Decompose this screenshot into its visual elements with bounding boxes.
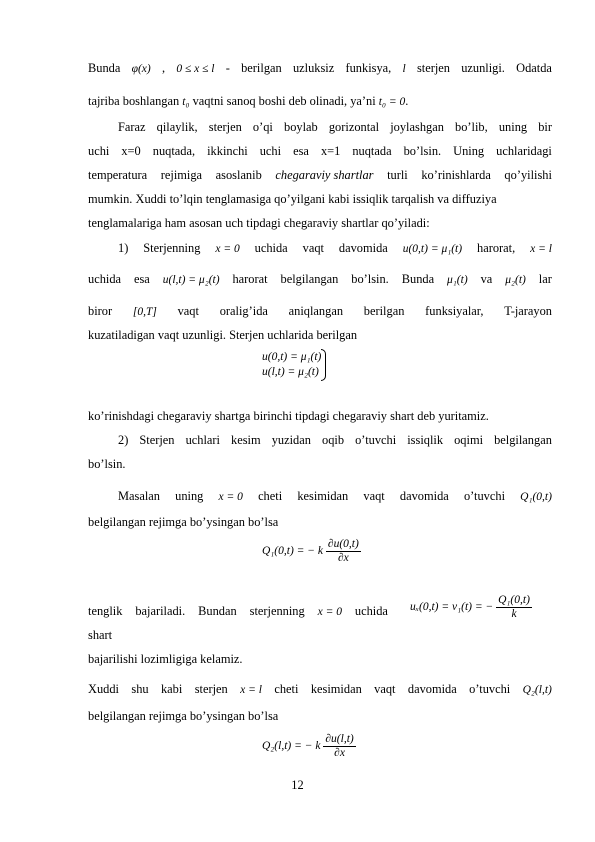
paragraph-line	[88, 681, 552, 698]
text: Sterjenning	[143, 241, 201, 255]
text: uchida	[88, 272, 122, 286]
text: uchida	[254, 241, 288, 255]
text: sterjen	[416, 61, 450, 75]
text: Odatda	[516, 61, 552, 75]
heat-flux-equation	[262, 538, 361, 565]
text: cheti	[274, 682, 299, 696]
text: ikkinchi	[207, 144, 248, 158]
text: nuqtada,	[152, 144, 196, 158]
text: tenglik	[88, 604, 123, 618]
text: rejimiga	[160, 168, 203, 182]
text: uzunligi.	[461, 61, 505, 75]
text: tajriba boshlangan	[88, 94, 180, 108]
formula: x = 0	[215, 243, 240, 255]
text: bajariladi.	[135, 604, 186, 618]
formula: φ(x)	[131, 63, 151, 75]
text: uning	[498, 120, 528, 134]
paragraph-line: mumkin. Xuddi to’lqin tenglamasiga qo’yilgani kabi issiqlik tarqalish va diffuziya	[88, 192, 497, 206]
text: uchlaridagi	[496, 144, 552, 158]
list-number: 1)	[118, 241, 129, 255]
formula: u(l,t) = μ₂(t)	[162, 274, 220, 286]
paragraph-line	[118, 432, 552, 448]
text: ,	[161, 61, 166, 75]
text: oqib	[322, 433, 345, 447]
text: T-jarayon	[504, 304, 552, 318]
boundary-flux-condition	[410, 594, 532, 621]
fraction: $\frac{\partial u(l,t)}{\partial x}$	[325, 733, 354, 759]
formula: x = l	[240, 684, 262, 696]
text: joylashgan	[390, 120, 444, 134]
text: kabi	[160, 682, 183, 696]
text: berilgan	[241, 61, 282, 75]
text: aniqlangan	[288, 304, 344, 318]
text: o’qi	[252, 120, 273, 134]
text: vaqtni sanoq boshi deb olinadi, ya’ni	[192, 94, 376, 108]
paragraph-line	[118, 119, 552, 135]
boundary-condition-system	[262, 349, 326, 381]
paragraph-line	[88, 167, 552, 183]
formula: t₀ = 0	[378, 96, 406, 108]
text: Bunda	[401, 272, 435, 286]
text: bo’lib,	[455, 120, 488, 134]
formula: 0 ≤ x ≤ l	[176, 63, 215, 75]
formula: x = 0	[218, 491, 243, 503]
paragraph-line	[118, 240, 552, 257]
text: nuqtada	[352, 144, 392, 158]
paragraph-line: kuzatiladigan vaqt uzunligi. Sterjen uchlarida berilgan	[88, 328, 358, 342]
text: oralig’ida	[219, 304, 268, 318]
text: esa	[133, 272, 150, 286]
formula: Q₂(l,t)	[522, 684, 552, 696]
text: boylab	[284, 120, 318, 134]
text: yuzidan	[271, 433, 311, 447]
list-number: 2)	[118, 433, 129, 447]
formula: Q₂(l,t) = − k	[262, 740, 321, 753]
text: issiqlik	[407, 433, 444, 447]
paragraph-line	[88, 603, 388, 620]
paragraph-line: bajarilishi lozimligiga kelamiz.	[88, 652, 243, 666]
text: kesim	[231, 433, 261, 447]
text: sterjen	[208, 120, 242, 134]
text: o’tuvchi	[355, 433, 397, 447]
text: davomida	[407, 682, 457, 696]
paragraph-line: bo’lsin.	[88, 457, 126, 471]
text: davomida	[399, 489, 449, 503]
text: funksiyalar,	[425, 304, 484, 318]
text: uchi	[88, 144, 110, 158]
text: uzluksiz	[292, 61, 335, 75]
text: gorizontal	[328, 120, 380, 134]
text: qilaylik,	[156, 120, 198, 134]
paragraph-line	[88, 143, 552, 159]
text: Bundan	[198, 604, 237, 618]
paragraph-line: shart	[88, 628, 113, 642]
formula: u(0,t) = μ₁(t)	[262, 351, 322, 363]
text: x=0	[121, 144, 141, 158]
formula: t₀	[182, 96, 190, 108]
text: uning	[175, 489, 204, 503]
heat-flux-equation	[262, 733, 356, 760]
formula: uₓ(0,t) = ν₁(t) = −	[410, 601, 494, 614]
formula: μ₂(t)	[505, 274, 526, 286]
paragraph-line: ko’rinishdagi chegaraviy shartga birinchi tipdagi chegaraviy shart deb yuritamiz.	[88, 409, 489, 423]
text: -	[225, 61, 230, 75]
text: Bunda	[88, 61, 121, 75]
text: oqimi	[454, 433, 484, 447]
text: va	[480, 272, 493, 286]
text: vaqt	[363, 489, 385, 503]
text: turli	[387, 168, 408, 182]
text: uchida	[354, 604, 388, 618]
formula: μ₁(t)	[447, 274, 468, 286]
text: kesimidan	[297, 489, 349, 503]
emphasis-text: shartlar	[333, 168, 374, 182]
text: berilgan	[363, 304, 405, 318]
fraction: $\frac{\text{Q₁(0,t)}}{k}$	[498, 594, 530, 620]
formula: l	[402, 63, 406, 75]
text: harorat,	[477, 241, 516, 255]
text: harorat	[232, 272, 268, 286]
paragraph-line: tenglamalariga ham asosan uch tipdagi chegaraviy shartlar qo’yiladi:	[88, 216, 430, 230]
text: esa	[293, 144, 309, 158]
text: bir	[538, 120, 552, 134]
formula: x = 0	[317, 606, 342, 618]
text: shu	[131, 682, 149, 696]
text: Faraz	[118, 120, 146, 134]
text: biror	[88, 304, 113, 318]
text: uchlari	[185, 433, 220, 447]
text: funkisya,	[345, 61, 392, 75]
formula: x = l	[530, 243, 552, 255]
emphasis-text: chegaraviy	[275, 168, 331, 182]
paragraph-line: belgilangan rejimga bo’ysingan bo’lsa	[88, 709, 279, 723]
text: .	[405, 94, 409, 108]
text: o’tuvchi	[463, 489, 506, 503]
text: cheti	[258, 489, 283, 503]
text: sterjenning	[249, 604, 305, 618]
text: bo’lsin.	[351, 272, 389, 286]
text: ko’rinishlarda	[421, 168, 491, 182]
fraction: $\frac{\partial u(0,t)}{\partial x}$	[327, 538, 359, 564]
text: uchi	[259, 144, 282, 158]
page-number: 12	[291, 778, 304, 792]
text: x=1	[320, 144, 341, 158]
text: sterjen	[194, 682, 228, 696]
text: kesimidan	[310, 682, 362, 696]
text: Masalan	[118, 489, 160, 503]
paragraph-line	[88, 93, 552, 110]
formula: u(l,t) = μ₂(t)	[262, 366, 319, 378]
text: qo’yilishi	[504, 168, 552, 182]
text: Xuddi	[88, 682, 119, 696]
formula: u(0,t) = μ₁(t)	[402, 243, 463, 255]
paragraph-line: belgilangan rejimga bo’ysingan bo’lsa	[88, 515, 279, 529]
text: asoslanib	[215, 168, 262, 182]
text: Sterjen	[139, 433, 175, 447]
brace-shape	[321, 349, 326, 381]
text: bo’lsin.	[403, 144, 442, 158]
paragraph-line	[88, 303, 552, 320]
formula: Q₁(0,t)	[520, 491, 552, 503]
text: vaqt	[374, 682, 396, 696]
text: davomida	[338, 241, 388, 255]
text: o’tuvchi	[469, 682, 511, 696]
text: temperatura	[88, 168, 148, 182]
text: vaqt	[302, 241, 324, 255]
paragraph-line	[88, 271, 552, 288]
formula: Q₁(0,t) = − k	[262, 545, 324, 558]
formula: [0,T]	[132, 306, 157, 318]
text: belgilangan	[494, 433, 552, 447]
paragraph-line	[118, 488, 552, 505]
text: belgilangan	[280, 272, 339, 286]
text: vaqt	[177, 304, 199, 318]
paragraph-line	[88, 60, 552, 77]
text: Uning	[453, 144, 485, 158]
text: lar	[538, 272, 552, 286]
